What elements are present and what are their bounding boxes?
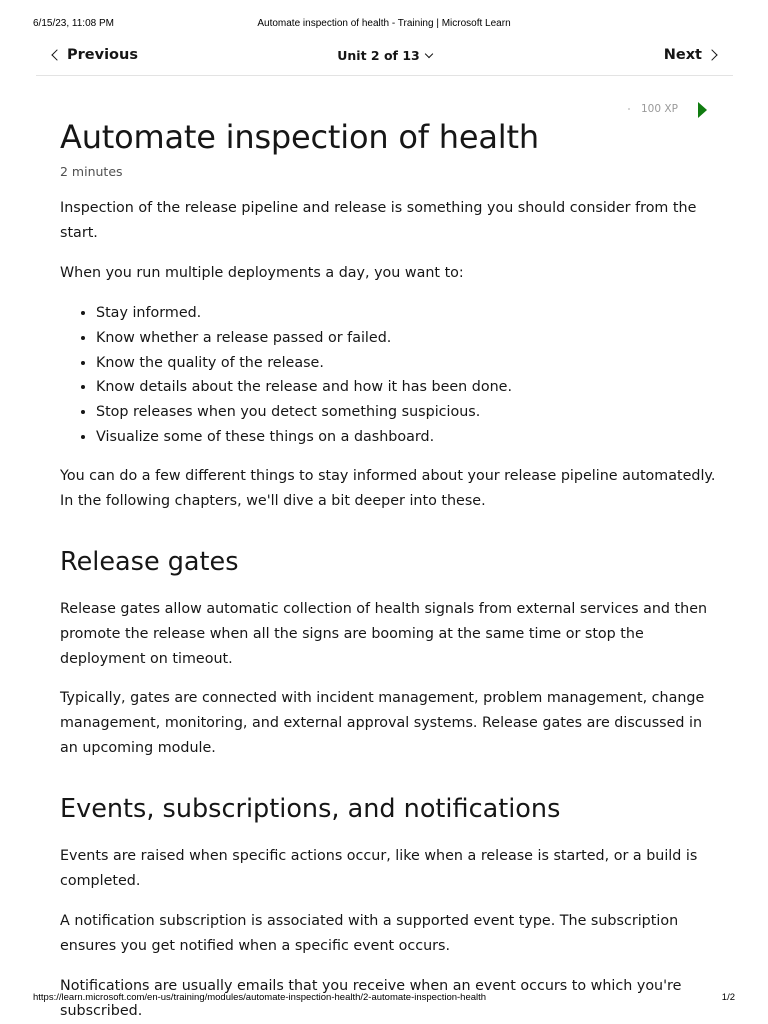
next-button[interactable] — [664, 47, 719, 63]
xp-label: 100 XP — [641, 103, 678, 115]
goals-list — [60, 301, 720, 450]
xp-indicator — [628, 101, 707, 117]
unit-label: Unit 2 of 13 — [337, 48, 420, 63]
section-paragraph: Typically, gates are connected with incident management, problem management, change management, monitoring, and external approval systems. Release gates are discussed in an upcoming module. — [60, 689, 705, 756]
duration-label: 2 minutes — [60, 164, 123, 179]
section-paragraph: Release gates allow automatic collection of health signals from external services and then promote the release when all the signs are booming at the same time or stop the deployment on timeout. — [60, 600, 708, 667]
page-title: Automate inspection of health — [60, 118, 539, 156]
next-label: Next — [663, 47, 702, 63]
list-item: • Stop releases when you detect something suspicious. — [96, 400, 720, 425]
section-heading-release-gates: Release gates — [60, 546, 239, 577]
section-paragraph: A notification subscription is associated with a supported event type. The subscription ensures you get notified when a specific event occurs. — [60, 912, 679, 954]
list-item: • Stay informed. — [96, 301, 720, 326]
separator-dot-icon — [628, 108, 630, 110]
list-item: • Know whether a release passed or failed. — [96, 326, 720, 351]
chevron-right-icon — [706, 49, 717, 60]
summary-paragraph: You can do a few different things to stay informed about your release pipeline automatedly. In the following chapters, we'll dive a bit deeper into these. — [60, 467, 716, 509]
page-url: https://learn.microsoft.com/en-us/training/modules/automate-inspection-health/2-automate-inspection-health — [33, 992, 487, 1003]
print-header — [33, 18, 735, 32]
section-paragraph: Notifications are usually emails that you receive when an event occurs to which you're subscribed. — [60, 977, 682, 1019]
section-paragraph: Events are raised when specific actions occur, like when a release is started, or a build is completed. — [60, 847, 698, 889]
previous-label: Previous — [67, 47, 138, 63]
intro-paragraph: When you run multiple deployments a day, you want to: — [60, 265, 464, 281]
list-item: • Know details about the release and how it has been done. — [96, 375, 720, 400]
article-content — [60, 116, 720, 1024]
unit-navigation — [36, 43, 733, 76]
section-heading-events: Events, subscriptions, and notifications — [60, 793, 561, 824]
print-page-title: Automate inspection of health - Training | Microsoft Learn — [257, 18, 511, 29]
unit-selector[interactable] — [36, 48, 733, 63]
list-item: • Visualize some of these things on a dashboard. — [96, 425, 720, 450]
print-footer — [33, 992, 735, 1006]
chevron-down-icon — [424, 50, 432, 58]
intro-paragraph: Inspection of the release pipeline and release is something you should consider from the start. — [60, 200, 697, 241]
print-datetime: 6/15/23, 11:08 PM — [33, 18, 114, 29]
list-item: • Know the quality of the release. — [96, 351, 720, 376]
page-number: 1/2 — [721, 992, 735, 1003]
